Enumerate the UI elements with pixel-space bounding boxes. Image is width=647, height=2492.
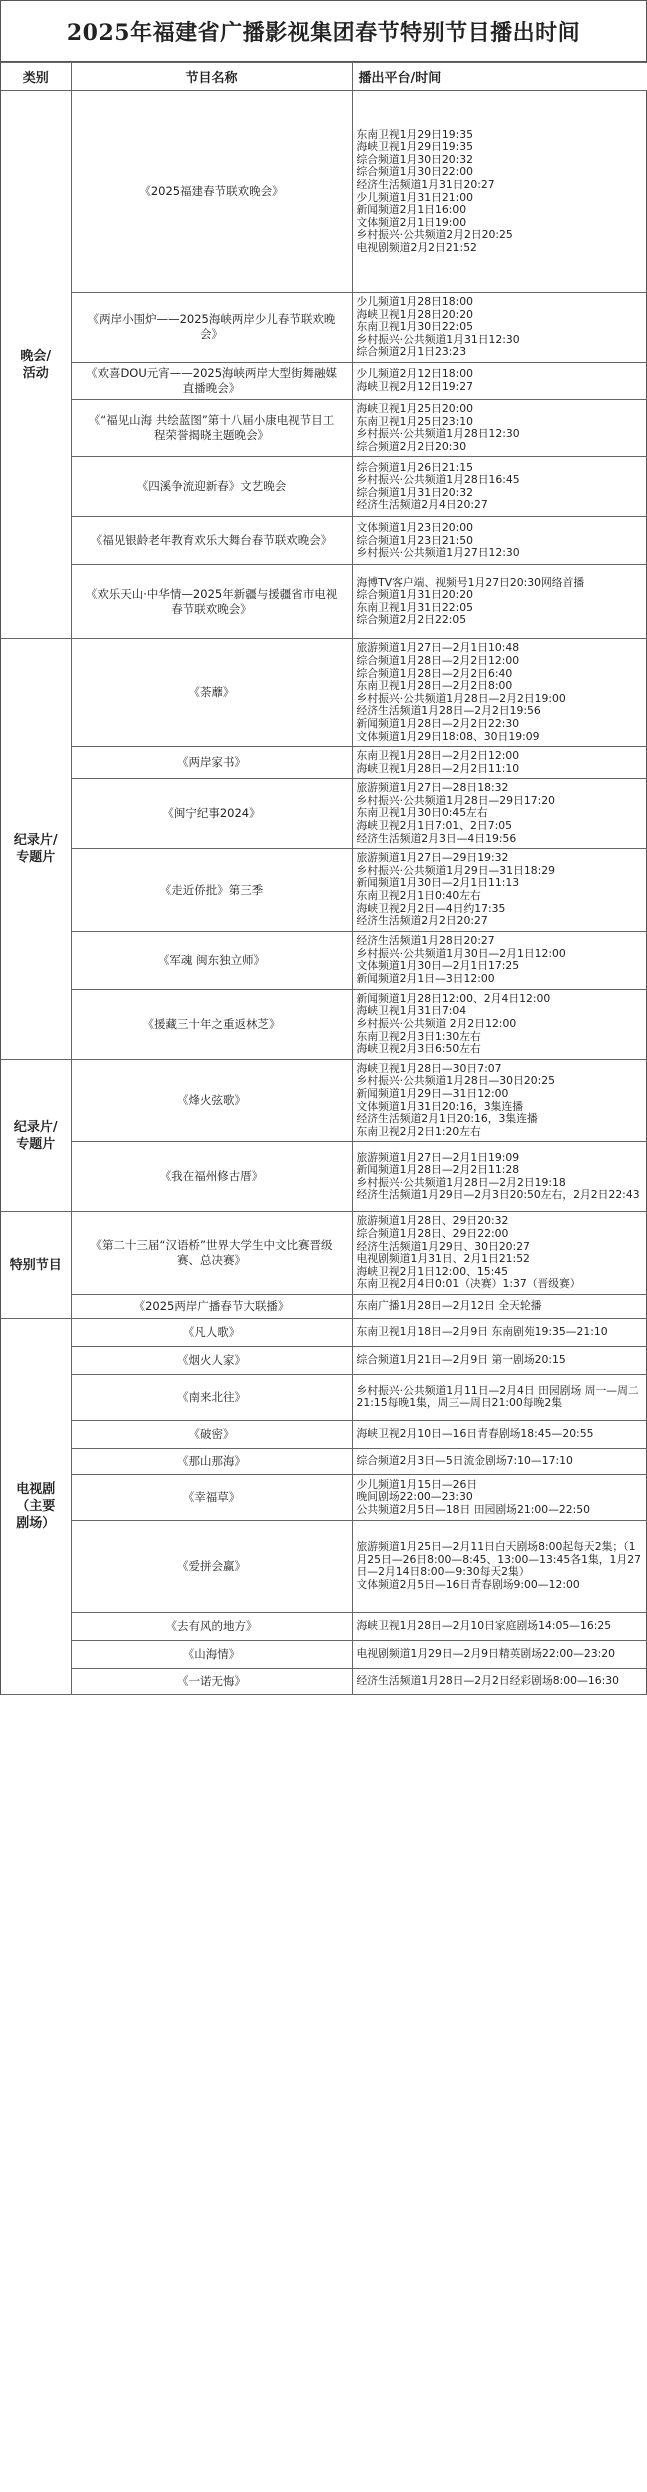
schedule-line: 经济生活频道2月3日—4日19:56 <box>356 831 517 845</box>
schedule-line: 乡村振兴·公共频道1月28日—2月2日19:18 <box>356 1175 566 1189</box>
table-row <box>1 1142 647 1212</box>
table-row <box>1 1294 647 1318</box>
schedule-line: 海峡卫视2月2日—4日约17:35 <box>356 901 506 915</box>
schedule-line: 乡村振兴·公共频道 2月2日12:00 <box>356 1017 517 1030</box>
schedule-line: 旅游频道1月27日—2月1日10:48 <box>356 641 520 655</box>
schedule-line: 综合频道1月21日—2月9日 第一剧场20:15 <box>356 1353 566 1367</box>
schedule-line: 海峡卫视2月1日12:00、15:45 <box>356 1264 509 1278</box>
schedule-line: 电视剧频道2月2日21:52 <box>356 240 477 254</box>
schedule-line: 海峡卫视1月25日20:00 <box>356 401 474 415</box>
table-row <box>1 1520 647 1612</box>
category-label: （主要 <box>16 1498 56 1514</box>
schedule-line: 乡村振兴·公共频道1月28日12:30 <box>356 427 520 441</box>
schedule-line: 乡村振兴·公共频道1月28日—2月2日19:00 <box>356 691 566 705</box>
table-row <box>1 1640 647 1668</box>
schedule-cell <box>352 931 647 989</box>
schedule-line: 晚间剧场22:00—23:30 <box>356 1490 473 1504</box>
category-cell <box>1 1212 71 1319</box>
program-name: 《爱拼会赢》 <box>71 1520 352 1612</box>
program-name: 《南来北往》 <box>71 1374 352 1420</box>
schedule-body <box>1 91 647 1695</box>
category-label: 专题片 <box>16 850 56 866</box>
schedule-cell <box>352 989 647 1059</box>
schedule-line: 综合频道1月31日20:32 <box>356 485 474 499</box>
schedule-line: 海峡卫视1月28日—2月10日家庭剧场14:05—16:25 <box>356 1619 612 1633</box>
schedule-line: 东南卫视1月28日—2月2日8:00 <box>356 679 513 693</box>
table-row <box>1 399 647 456</box>
schedule-line: 东南广播1月28日—2月12日 全天轮播 <box>356 1299 542 1313</box>
schedule-line: 新闻频道1月28日12:00、2月4日12:00 <box>356 991 551 1005</box>
schedule-cell <box>352 91 647 293</box>
schedule-line: 乡村振兴·公共频道1月11日—2月4日 田园剧场 周一—周二21:15每晚1集，周三—周日21:00每晚2集 <box>356 1383 639 1410</box>
schedule-line: 文体频道1月29日18:08、30日19:09 <box>356 729 540 743</box>
schedule-cell <box>352 1474 647 1520</box>
table-row <box>1 517 647 565</box>
schedule-line: 经济生活频道2月1日20:16，3集连播 <box>356 1112 538 1126</box>
schedule-cell <box>352 1142 647 1212</box>
table-row <box>1 1420 647 1448</box>
header-program: 节目名称 <box>71 63 352 91</box>
schedule-cell <box>352 1420 647 1448</box>
schedule-line: 东南卫视2月3日1:30左右 <box>356 1029 481 1043</box>
schedule-line: 文体频道1月23日20:00 <box>356 520 474 534</box>
schedule-line: 东南卫视1月25日23:10 <box>356 414 474 428</box>
category-cell <box>1 1059 71 1212</box>
schedule-line: 乡村振兴·公共频道1月28日16:45 <box>356 473 520 487</box>
program-name: 《破密》 <box>71 1420 352 1448</box>
category-cell <box>1 1318 71 1694</box>
header-schedule: 播出平台/时间 <box>352 63 647 91</box>
table-row <box>1 293 647 363</box>
category-label: 晚会/ <box>20 348 52 364</box>
schedule-line: 经济生活频道2月2日20:27 <box>356 914 488 928</box>
schedule-cell <box>352 1640 647 1668</box>
category-label: 剧场） <box>16 1515 56 1531</box>
table-row <box>1 1346 647 1374</box>
schedule-line: 乡村振兴·公共频道1月28日—29日17:20 <box>356 793 555 807</box>
schedule-line: 综合频道2月2日20:30 <box>356 439 467 453</box>
table-row <box>1 747 647 779</box>
program-name: 《烟火人家》 <box>71 1346 352 1374</box>
schedule-cell <box>352 517 647 565</box>
table-row <box>1 989 647 1059</box>
schedule-table <box>1 62 647 1695</box>
table-row <box>1 1612 647 1640</box>
category-label: 特别节目 <box>9 1257 62 1273</box>
program-name: 《2025两岸广播春节大联播》 <box>71 1294 352 1318</box>
schedule-line: 新闻频道1月30日—2月1日11:13 <box>356 876 520 890</box>
schedule-line: 东南卫视1月29日19:35 <box>356 127 474 141</box>
schedule-cell <box>352 1448 647 1474</box>
schedule-line: 旅游频道1月28日、29日20:32 <box>356 1214 509 1228</box>
schedule-line: 综合频道1月28日、29日22:00 <box>356 1226 509 1240</box>
schedule-line: 文体频道1月31日20:16，3集连播 <box>356 1099 524 1113</box>
program-name: 《幸福草》 <box>71 1474 352 1520</box>
schedule-line: 海峡卫视2月1日7:01、2日7:05 <box>356 819 512 833</box>
schedule-line: 综合频道1月23日21:50 <box>356 533 474 547</box>
program-name: 《军魂 闽东独立师》 <box>71 931 352 989</box>
schedule-line: 经济生活频道1月29日、30日20:27 <box>356 1239 530 1253</box>
table-row <box>1 1059 647 1142</box>
schedule-line: 综合频道1月26日21:15 <box>356 460 474 474</box>
schedule-line: 综合频道2月1日23:23 <box>356 345 467 359</box>
schedule-line: 综合频道1月31日20:20 <box>356 588 474 602</box>
table-row <box>1 1212 647 1295</box>
schedule-line: 旅游频道1月25日—2月11日白天剧场8:00起每天2集；（1月25日—26日8:00—8:45、13:00—13:45各1集，1月27日—2月14日8:00—9:30每天2集） <box>356 1540 641 1579</box>
program-name: 《凡人歌》 <box>71 1318 352 1346</box>
schedule-line: 经济生活频道1月28日20:27 <box>356 934 495 948</box>
schedule-line: 东南卫视1月28日—2月2日12:00 <box>356 749 520 763</box>
table-row <box>1 849 647 932</box>
schedule-line: 东南卫视1月18日—2月9日 东南剧苑19:35—21:10 <box>356 1325 608 1339</box>
table-row <box>1 931 647 989</box>
category-label: 电视剧 <box>16 1481 56 1497</box>
schedule-cell <box>352 1318 647 1346</box>
program-name: 《四溪争流迎新春》文艺晚会 <box>71 457 352 517</box>
schedule-line: 东南卫视2月4日0:01（决赛）1:37（晋级赛） <box>356 1277 581 1291</box>
schedule-line: 乡村振兴·公共频道2月2日20:25 <box>356 228 513 242</box>
table-row <box>1 1448 647 1474</box>
schedule-line: 新闻频道2月1日16:00 <box>356 203 467 217</box>
schedule-line: 新闻频道2月1日—3日12:00 <box>356 971 495 985</box>
schedule-line: 少儿频道1月28日18:00 <box>356 295 474 308</box>
schedule-line: 综合频道1月28日—2月2日6:40 <box>356 666 513 680</box>
schedule-line: 东南卫视1月30日0:45左右 <box>356 806 488 820</box>
table-row <box>1 1668 647 1694</box>
schedule-line: 海峡卫视1月28日—2月2日11:10 <box>356 761 520 775</box>
program-name: 《欢喜DOU元宵——2025海峡两岸大型街舞融媒直播晚会》 <box>71 362 352 399</box>
schedule-cell <box>352 457 647 517</box>
schedule-line: 少儿频道1月31日21:00 <box>356 190 474 204</box>
schedule-cell <box>352 1374 647 1420</box>
schedule-line: 海峡卫视2月3日6:50左右 <box>356 1042 481 1056</box>
schedule-line: 电视剧频道1月31日、2月1日21:52 <box>356 1252 530 1266</box>
schedule-line: 旅游频道1月27日—2月1日19:09 <box>356 1150 520 1164</box>
schedule-line: 公共频道2月5日—18日 田园剧场21:00—22:50 <box>356 1502 590 1516</box>
schedule-line: 海峡卫视2月12日19:27 <box>356 379 474 393</box>
schedule-line: 电视剧频道1月29日—2月9日精英剧场22:00—23:20 <box>356 1647 616 1661</box>
table-row <box>1 1474 647 1520</box>
table-row <box>1 91 647 293</box>
schedule-line: 新闻频道1月29日—31日12:00 <box>356 1086 509 1100</box>
schedule-line: 东南卫视2月2日1:20左右 <box>356 1124 481 1138</box>
table-row <box>1 1374 647 1420</box>
schedule-cell <box>352 1294 647 1318</box>
program-name: 《荼蘼》 <box>71 639 352 747</box>
schedule-cell <box>352 747 647 779</box>
schedule-line: 综合频道1月28日—2月2日12:00 <box>356 653 520 667</box>
schedule-line: 综合频道1月30日22:00 <box>356 165 474 179</box>
schedule-line: 旅游频道1月27日—29日19:32 <box>356 851 509 865</box>
program-name: 《2025福建春节联欢晚会》 <box>71 91 352 293</box>
schedule-cell <box>352 1346 647 1374</box>
schedule-line: 经济生活频道1月29日—2月3日20:50左右，2月2日22:43 <box>356 1188 640 1202</box>
category-cell <box>1 639 71 1059</box>
header-row <box>1 63 647 91</box>
schedule-line: 乡村振兴·公共频道1月29日—31日18:29 <box>356 863 555 877</box>
schedule-cell <box>352 849 647 932</box>
table-row <box>1 565 647 639</box>
schedule-cell <box>352 1668 647 1694</box>
program-name: 《援藏三十年之重返林芝》 <box>71 989 352 1059</box>
table-row <box>1 1318 647 1346</box>
header-category: 类别 <box>1 63 71 91</box>
schedule-cell <box>352 1612 647 1640</box>
schedule-line: 乡村振兴·公共频道1月28日—30日20:25 <box>356 1074 555 1088</box>
schedule-line: 东南卫视1月31日22:05 <box>356 600 474 614</box>
program-name: 《走近侨批》第三季 <box>71 849 352 932</box>
schedule-line: 海峡卫视1月31日7:04 <box>356 1004 467 1018</box>
category-label: 纪录片/ <box>13 833 58 849</box>
table-row <box>1 779 647 849</box>
schedule-cell <box>352 565 647 639</box>
schedule-line: 文体频道2月5日—16日青春剧场9:00—12:00 <box>356 1578 580 1591</box>
schedule-line: 少儿频道2月12日18:00 <box>356 367 474 381</box>
category-label: 专题片 <box>16 1136 56 1152</box>
schedule-cell <box>352 399 647 456</box>
schedule-line: 经济生活频道1月28日—2月2日经彩剧场8:00—16:30 <box>356 1674 619 1688</box>
program-name: 《那山那海》 <box>71 1448 352 1474</box>
schedule-line: 乡村振兴·公共频道1月30日—2月1日12:00 <box>356 946 566 960</box>
schedule-line: 东南卫视1月30日22:05 <box>356 320 474 334</box>
program-name: 《烽火弦歌》 <box>71 1059 352 1142</box>
schedule-line: 经济生活频道2月4日20:27 <box>356 498 488 512</box>
schedule-cell <box>352 639 647 747</box>
schedule-cell <box>352 1520 647 1612</box>
page-title: 2025年福建省广播影视集团春节特别节目播出时间 <box>1 0 646 62</box>
schedule-line: 综合频道1月30日20:32 <box>356 152 474 166</box>
schedule-line: 海峡卫视1月28日—30日7:07 <box>356 1061 502 1075</box>
table-row <box>1 362 647 399</box>
schedule-cell <box>352 362 647 399</box>
schedule-line: 新闻频道1月28日—2月2日11:28 <box>356 1163 520 1177</box>
schedule-line: 海博TV客户端、视频号1月27日20:30网络首播 <box>356 575 585 589</box>
schedule-line: 海峡卫视1月28日20:20 <box>356 307 474 321</box>
schedule-line: 综合频道2月3日—5日流金剧场7:10—17:10 <box>356 1454 573 1468</box>
category-label: 纪录片/ <box>13 1119 58 1135</box>
schedule-line: 旅游频道1月27日—28日18:32 <box>356 781 509 795</box>
schedule-cell <box>352 1059 647 1142</box>
program-name: 《闽宁纪事2024》 <box>71 779 352 849</box>
schedule-cell <box>352 293 647 363</box>
program-name: 《我在福州修古厝》 <box>71 1142 352 1212</box>
program-name: 《第二十三届“汉语桥”世界大学生中文比赛晋级赛、总决赛》 <box>71 1212 352 1295</box>
schedule-line: 经济生活频道1月31日20:27 <box>356 177 495 191</box>
program-name: 《两岸小围炉——2025海峡两岸少儿春节联欢晚会》 <box>71 293 352 363</box>
schedule-line: 海峡卫视2月10日—16日青春剧场18:45—20:55 <box>356 1427 594 1441</box>
schedule-line: 海峡卫视1月29日19:35 <box>356 140 474 154</box>
program-name: 《山海情》 <box>71 1640 352 1668</box>
program-name: 《“福见山海 共绘蓝图”第十八届小康电视节目工程荣誉揭晓主题晚会》 <box>71 399 352 456</box>
schedule-cell <box>352 779 647 849</box>
program-name: 《去有风的地方》 <box>71 1612 352 1640</box>
schedule-line: 经济生活频道1月28日—2月2日19:56 <box>356 704 541 718</box>
schedule-line: 乡村振兴·公共频道1月31日12:30 <box>356 332 520 346</box>
schedule-line: 综合频道2月2日22:05 <box>356 613 467 627</box>
schedule-line: 乡村振兴·公共频道1月27日12:30 <box>356 546 520 560</box>
schedule-line: 东南卫视2月1日0:40左右 <box>356 889 481 903</box>
category-label: 活动 <box>22 365 49 381</box>
program-name: 《两岸家书》 <box>71 747 352 779</box>
program-name: 《一诺无悔》 <box>71 1668 352 1694</box>
category-cell <box>1 91 71 639</box>
schedule-line: 少儿频道1月15日—26日 <box>356 1477 478 1491</box>
program-name: 《欢乐天山·中华情—2025年新疆与援疆省市电视春节联欢晚会》 <box>71 565 352 639</box>
schedule-line: 文体频道2月1日19:00 <box>356 215 467 229</box>
table-row <box>1 639 647 747</box>
schedule-cell <box>352 1212 647 1295</box>
schedule-line: 新闻频道1月28日—2月2日22:30 <box>356 716 520 730</box>
schedule-line: 文体频道1月30日—2月1日17:25 <box>356 959 520 973</box>
table-row <box>1 457 647 517</box>
program-name: 《福见银龄老年教育欢乐大舞台春节联欢晚会》 <box>71 517 352 565</box>
